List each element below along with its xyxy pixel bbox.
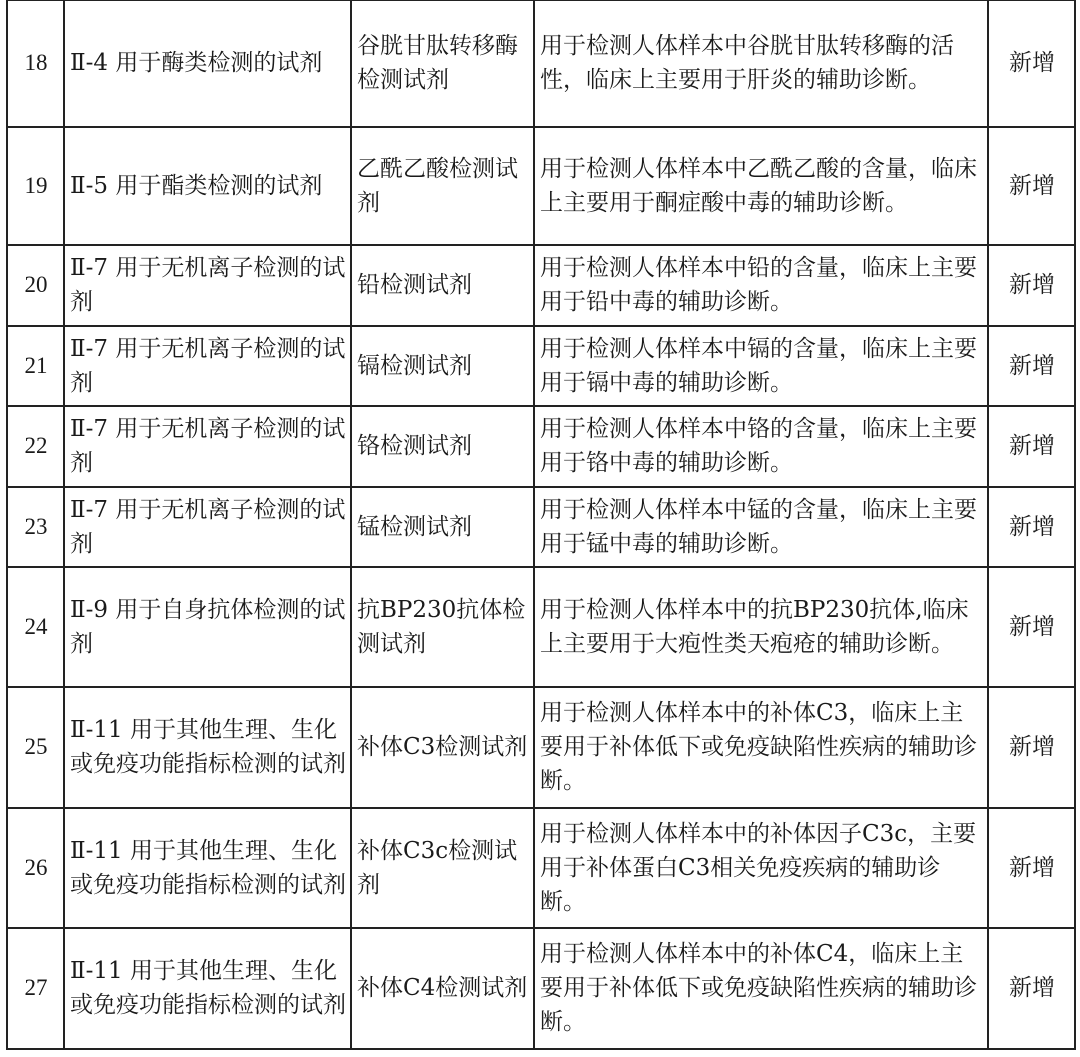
status-cell: 新增 [988, 928, 1075, 1049]
description-cell: 用于检测人体样本中的补体C3，临床上主要用于补体低下或免疫缺陷性疾病的辅助诊断。 [534, 687, 988, 808]
table-row [7, 808, 1075, 928]
row-number: 25 [7, 687, 64, 808]
category-cell: Ⅱ-11 用于其他生理、生化或免疫功能指标检测的试剂 [64, 808, 351, 928]
reagent-name-cell: 抗BP230抗体检测试剂 [351, 567, 534, 687]
row-number: 19 [7, 127, 64, 245]
table-row [7, 127, 1075, 245]
reagent-name-cell: 补体C4检测试剂 [351, 928, 534, 1049]
description-cell: 用于检测人体样本中的抗BP230抗体,临床上主要用于大疱性类天疱疮的辅助诊断。 [534, 567, 988, 687]
row-number: 24 [7, 567, 64, 687]
status-cell: 新增 [988, 127, 1075, 245]
category-cell: Ⅱ-7 用于无机离子检测的试剂 [64, 406, 351, 487]
status-cell: 新增 [988, 1, 1075, 127]
row-number: 23 [7, 487, 64, 567]
status-cell: 新增 [988, 808, 1075, 928]
reagent-name-cell: 铅检测试剂 [351, 245, 534, 326]
table-row [7, 567, 1075, 687]
row-number: 26 [7, 808, 64, 928]
table-row [7, 245, 1075, 326]
status-cell: 新增 [988, 326, 1075, 406]
reagent-name-cell: 铬检测试剂 [351, 406, 534, 487]
status-cell: 新增 [988, 406, 1075, 487]
category-cell: Ⅱ-11 用于其他生理、生化或免疫功能指标检测的试剂 [64, 928, 351, 1049]
reagent-name-cell: 谷胱甘肽转移酶检测试剂 [351, 1, 534, 127]
table-row [7, 406, 1075, 487]
description-cell: 用于检测人体样本中的补体因子C3c，主要用于补体蛋白C3相关免疫疾病的辅助诊断。 [534, 808, 988, 928]
reagent-name-cell: 补体C3检测试剂 [351, 687, 534, 808]
row-number: 20 [7, 245, 64, 326]
row-number: 18 [7, 1, 64, 127]
category-cell: Ⅱ-5 用于酯类检测的试剂 [64, 127, 351, 245]
reagent-name-cell: 乙酰乙酸检测试剂 [351, 127, 534, 245]
category-cell: Ⅱ-7 用于无机离子检测的试剂 [64, 487, 351, 567]
description-cell: 用于检测人体样本中铅的含量，临床上主要用于铅中毒的辅助诊断。 [534, 245, 988, 326]
table-row [7, 928, 1075, 1049]
description-cell: 用于检测人体样本中的补体C4，临床上主要用于补体低下或免疫缺陷性疾病的辅助诊断。 [534, 928, 988, 1049]
description-cell: 用于检测人体样本中铬的含量，临床上主要用于铬中毒的辅助诊断。 [534, 406, 988, 487]
reagent-name-cell: 镉检测试剂 [351, 326, 534, 406]
status-cell: 新增 [988, 245, 1075, 326]
status-cell: 新增 [988, 567, 1075, 687]
row-number: 22 [7, 406, 64, 487]
description-cell: 用于检测人体样本中谷胱甘肽转移酶的活性，临床上主要用于肝炎的辅助诊断。 [534, 1, 988, 127]
category-cell: Ⅱ-11 用于其他生理、生化或免疫功能指标检测的试剂 [64, 687, 351, 808]
description-cell: 用于检测人体样本中镉的含量，临床上主要用于镉中毒的辅助诊断。 [534, 326, 988, 406]
description-cell: 用于检测人体样本中锰的含量，临床上主要用于锰中毒的辅助诊断。 [534, 487, 988, 567]
table-row [7, 326, 1075, 406]
reagent-table [6, 0, 1076, 1050]
category-cell: Ⅱ-9 用于自身抗体检测的试剂 [64, 567, 351, 687]
description-cell: 用于检测人体样本中乙酰乙酸的含量，临床上主要用于酮症酸中毒的辅助诊断。 [534, 127, 988, 245]
category-cell: Ⅱ-4 用于酶类检测的试剂 [64, 1, 351, 127]
status-cell: 新增 [988, 487, 1075, 567]
status-cell: 新增 [988, 687, 1075, 808]
category-cell: Ⅱ-7 用于无机离子检测的试剂 [64, 326, 351, 406]
table-row [7, 1, 1075, 127]
table-row [7, 687, 1075, 808]
row-number: 21 [7, 326, 64, 406]
reagent-name-cell: 补体C3c检测试剂 [351, 808, 534, 928]
reagent-name-cell: 锰检测试剂 [351, 487, 534, 567]
table-row [7, 487, 1075, 567]
category-cell: Ⅱ-7 用于无机离子检测的试剂 [64, 245, 351, 326]
row-number: 27 [7, 928, 64, 1049]
